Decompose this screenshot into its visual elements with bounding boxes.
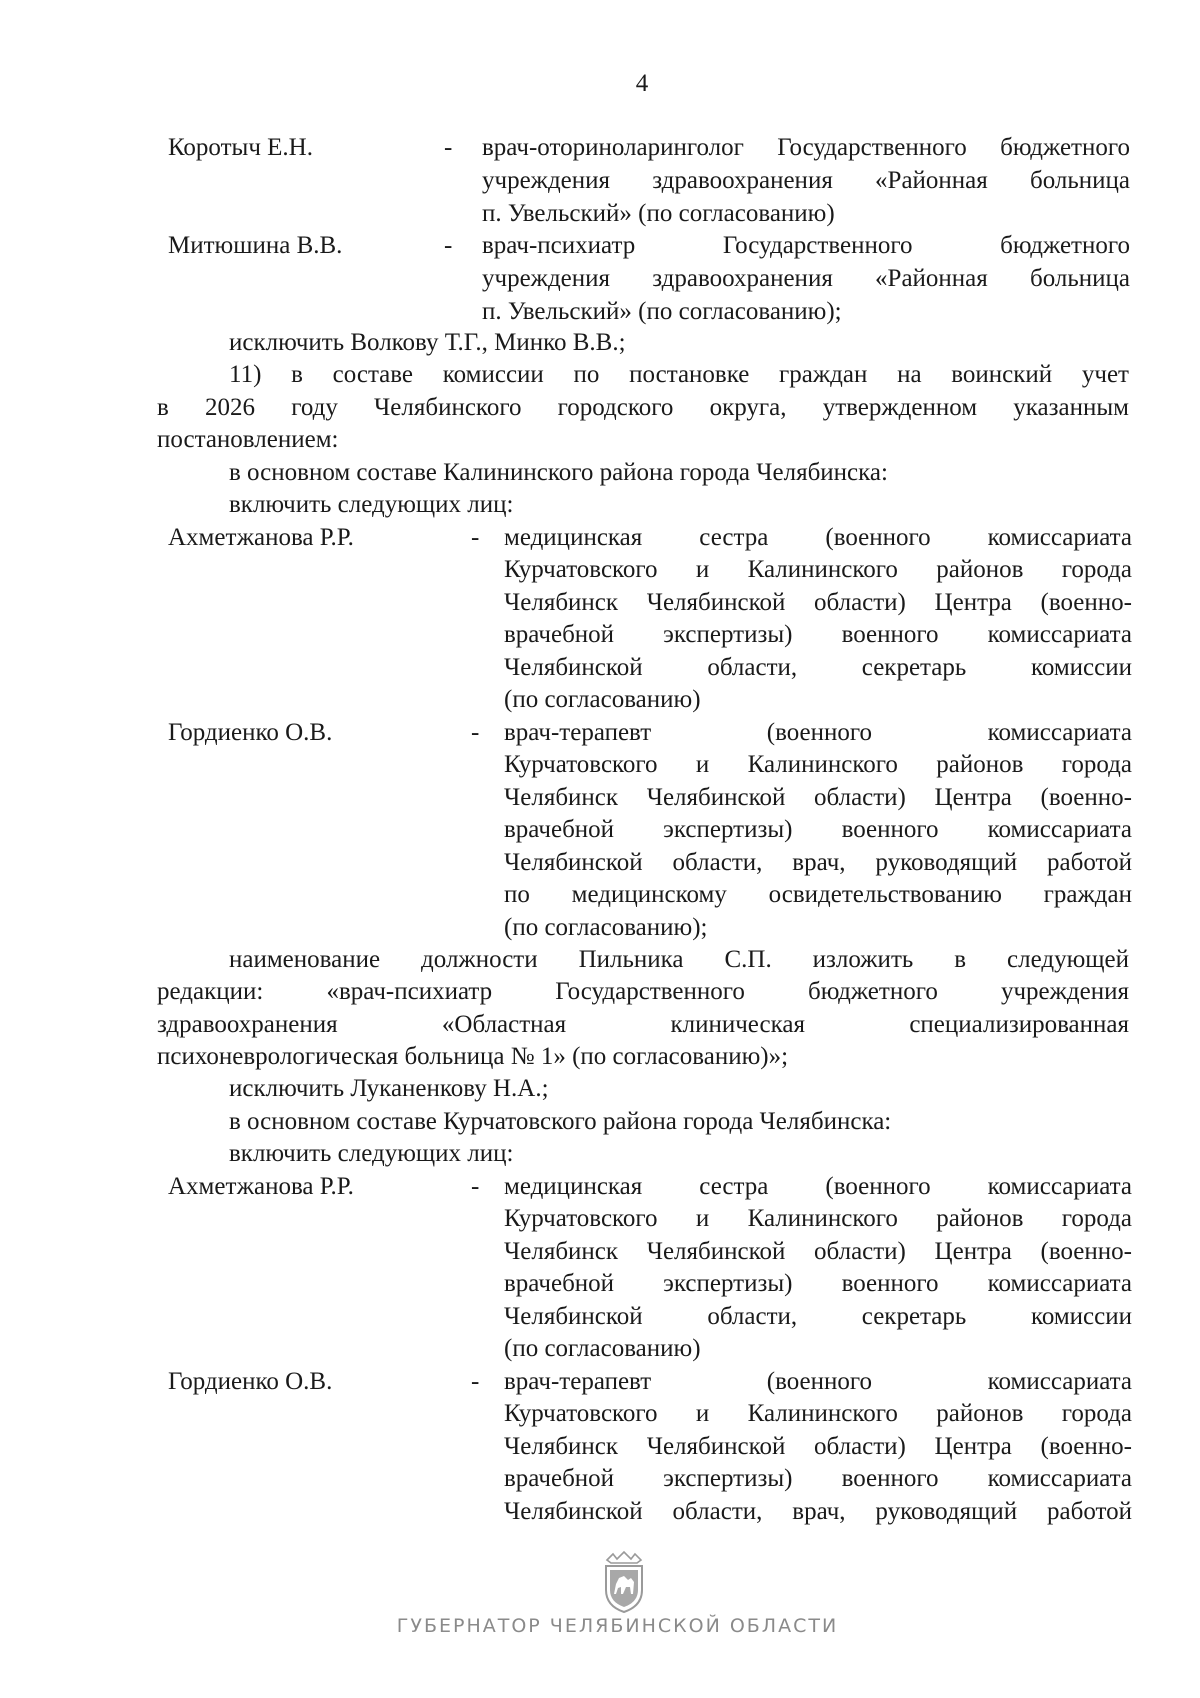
member-position-line: Челябинской области, секретарь комиссии — [504, 1303, 1132, 1330]
pilnik-paragraph-line: редакции: «врач-психиатр Государственного бюджетного учреждения — [157, 978, 1129, 1005]
member-position-line: Челябинской области, врач, руководящий работой — [504, 1498, 1132, 1525]
dash: - — [471, 524, 480, 551]
member-position-line: (по согласованию); — [504, 914, 708, 941]
member-position-line: врач-терапевт (военного комиссариата — [504, 719, 1132, 746]
member-position-line: по медицинскому освидетельствованию граждан — [504, 881, 1132, 908]
member-position-line: медицинская сестра (военного комиссариата — [504, 524, 1132, 551]
member-position-line: Челябинск Челябинской области) Центра (военно- — [504, 589, 1132, 616]
member-name: Ахметжанова Р.Р. — [168, 1173, 354, 1200]
member-position-line: п. Увельский» (по согласованию) — [482, 200, 835, 227]
member-position-line: врачебной экспертизы) военного комиссариата — [504, 816, 1132, 843]
footer-governor-text: ГУБЕРНАТОР ЧЕЛЯБИНСКОЙ ОБЛАСТИ — [396, 1615, 839, 1637]
member-position-line: Курчатовского и Калининского районов города — [504, 1400, 1132, 1427]
pilnik-paragraph-line: наименование должности Пильника С.П. изложить в следующей — [229, 946, 1129, 973]
member-position-line: учреждения здравоохранения «Районная больница — [482, 167, 1130, 194]
member-name: Гордиенко О.В. — [168, 719, 333, 746]
member-position-line: Курчатовского и Калининского районов города — [504, 556, 1132, 583]
member-name: Гордиенко О.В. — [168, 1368, 333, 1395]
dash: - — [471, 1173, 480, 1200]
section-header-kurchatov: в основном составе Курчатовского района города Челябинска: — [229, 1108, 892, 1135]
paragraph-11-line: постановлением: — [157, 426, 339, 453]
member-position-line: медицинская сестра (военного комиссариата — [504, 1173, 1132, 1200]
member-position-line: п. Увельский» (по согласованию); — [482, 298, 842, 325]
member-position-line: врач-терапевт (военного комиссариата — [504, 1368, 1132, 1395]
member-name: Коротыч Е.Н. — [168, 134, 313, 161]
member-position-line: Курчатовского и Калининского районов города — [504, 1205, 1132, 1232]
member-position-line: учреждения здравоохранения «Районная больница — [482, 265, 1130, 292]
dash: - — [471, 719, 480, 746]
pilnik-paragraph-line: психоневрологическая больница № 1» (по согласованию)»; — [157, 1043, 789, 1070]
member-position-line: Челябинск Челябинской области) Центра (военно- — [504, 784, 1132, 811]
dash: - — [471, 1368, 480, 1395]
member-name: Митюшина В.В. — [168, 232, 343, 259]
chelyabinsk-coat-of-arms-icon — [599, 1550, 649, 1614]
paragraph-exclude: исключить Волкову Т.Г., Минко В.В.; — [229, 329, 626, 356]
member-position-line: врачебной экспертизы) военного комиссариата — [504, 1270, 1132, 1297]
member-position-line: врач-оториноларинголог Государственного бюджетного — [482, 134, 1130, 161]
include-line: включить следующих лиц: — [229, 491, 514, 518]
member-position-line: Челябинск Челябинской области) Центра (военно- — [504, 1433, 1132, 1460]
member-position-line: Курчатовского и Калининского районов города — [504, 751, 1132, 778]
paragraph-11-line: в 2026 году Челябинского городского округа, утвержденном указанным — [157, 394, 1129, 421]
member-position-line: (по согласованию) — [504, 686, 701, 713]
member-position-line: врач-психиатр Государственного бюджетного — [482, 232, 1130, 259]
section-header-kalinin: в основном составе Калининского района города Челябинска: — [229, 459, 888, 486]
include-line: включить следующих лиц: — [229, 1140, 514, 1167]
paragraph-11-line: 11) в составе комиссии по постановке граждан на воинский учет — [229, 361, 1129, 388]
member-position-line: (по согласованию) — [504, 1335, 701, 1362]
member-name: Ахметжанова Р.Р. — [168, 524, 354, 551]
pilnik-paragraph-line: здравоохранения «Областная клиническая специализированная — [157, 1011, 1129, 1038]
member-position-line: врачебной экспертизы) военного комиссариата — [504, 621, 1132, 648]
member-position-line: врачебной экспертизы) военного комиссариата — [504, 1465, 1132, 1492]
member-position-line: Челябинск Челябинской области) Центра (военно- — [504, 1238, 1132, 1265]
paragraph-exclude: исключить Луканенкову Н.А.; — [229, 1075, 549, 1102]
member-position-line: Челябинской области, врач, руководящий работой — [504, 849, 1132, 876]
dash: - — [444, 134, 453, 161]
dash: - — [444, 232, 453, 259]
page-number: 4 — [635, 70, 649, 97]
member-position-line: Челябинской области, секретарь комиссии — [504, 654, 1132, 681]
